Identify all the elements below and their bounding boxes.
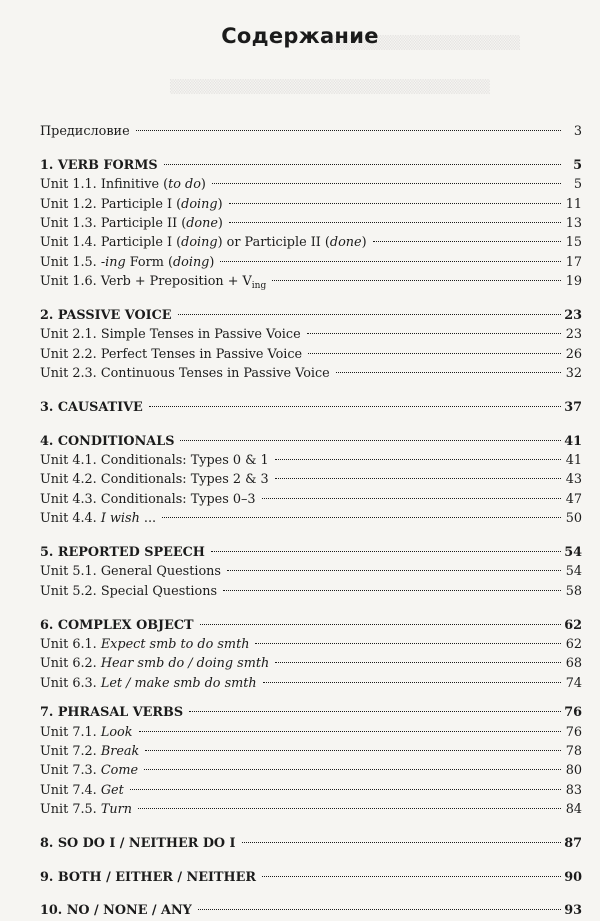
dot-leader xyxy=(307,333,561,334)
dot-leader xyxy=(149,406,561,407)
dot-leader xyxy=(229,222,561,223)
toc-entry-label: Unit 5.1. General Questions xyxy=(40,564,221,580)
toc-page-number: 62 xyxy=(564,617,582,633)
dot-leader xyxy=(138,808,561,809)
toc-page-number: 58 xyxy=(565,583,582,599)
toc-entry-label: Unit 4.2. Conditionals: Types 2 & 3 xyxy=(40,472,269,488)
toc-entry-unit-6-1[interactable] xyxy=(40,635,582,654)
toc-entry-preface[interactable] xyxy=(40,122,582,141)
dot-leader xyxy=(272,280,561,281)
toc-entry-unit-5-1[interactable] xyxy=(40,562,582,581)
toc-section-causative[interactable] xyxy=(40,398,582,417)
toc-section-label: 10. NO / NONE / ANY xyxy=(40,903,192,919)
dot-leader xyxy=(373,241,561,242)
toc-page-number: 19 xyxy=(565,274,582,290)
toc-section-label: 3. CAUSATIVE xyxy=(40,399,143,415)
dot-leader xyxy=(139,731,562,732)
toc-entry-label: Unit 2.1. Simple Tenses in Passive Voice xyxy=(40,327,301,343)
toc-entry-label: Unit 4.1. Conditionals: Types 0 & 1 xyxy=(40,453,269,469)
toc-entry-label: Unit 6.1. Expect smb to do smth xyxy=(40,636,250,652)
toc-entry-unit-4-2[interactable] xyxy=(40,470,582,489)
toc-section-passive-voice[interactable] xyxy=(40,306,582,325)
dot-leader xyxy=(223,590,561,591)
toc-entry-label: Unit 1.4. Participle I (doing) or Participle II (done) xyxy=(40,235,367,251)
toc-page-number: 5 xyxy=(573,157,582,173)
toc-page-number: 23 xyxy=(564,307,582,323)
dot-leader xyxy=(255,643,561,644)
toc-section-label: 5. REPORTED SPEECH xyxy=(40,544,205,560)
toc-entry-label: Unit 7.1. Look xyxy=(40,724,133,740)
toc-section-no-none-any[interactable] xyxy=(40,901,582,920)
dot-leader xyxy=(180,440,561,441)
toc-entry-unit-2-1[interactable] xyxy=(40,325,582,344)
toc-page-number: 47 xyxy=(565,491,582,507)
toc-section-so-do-i[interactable] xyxy=(40,834,582,853)
toc-page-number: 90 xyxy=(564,869,582,885)
toc-entry-unit-1-2[interactable] xyxy=(40,195,582,214)
toc-entry-label: Unit 1.6. Verb + Preposition + $V_{ing}$ xyxy=(40,274,267,292)
toc-page-number: 3 xyxy=(573,124,582,139)
dot-leader xyxy=(144,769,561,770)
toc-section-label: 2. PASSIVE VOICE xyxy=(40,307,172,323)
dot-leader xyxy=(189,711,561,712)
toc-page-number: 76 xyxy=(564,705,582,721)
toc-page-number: 41 xyxy=(564,433,582,449)
dot-leader xyxy=(275,459,561,460)
dot-leader xyxy=(145,750,561,751)
dot-leader xyxy=(227,570,561,571)
toc-page-number: 54 xyxy=(565,564,582,580)
toc-page-number: 5 xyxy=(573,177,582,193)
toc-entry-unit-6-2[interactable] xyxy=(40,654,582,673)
toc-entry-unit-7-2[interactable] xyxy=(40,742,582,761)
toc-entry-label: Unit 2.2. Perfect Tenses in Passive Voice xyxy=(40,346,303,362)
toc-entry-unit-1-1[interactable] xyxy=(40,175,582,194)
toc-page-number: 87 xyxy=(564,835,582,851)
dot-leader xyxy=(308,353,561,354)
toc-entry-label: Unit 6.2. Hear smb do / doing smth xyxy=(40,656,270,672)
toc-page-number: 26 xyxy=(565,346,582,362)
toc-page-number: 80 xyxy=(565,763,582,779)
toc-entry-unit-4-4[interactable] xyxy=(40,509,582,528)
dot-leader xyxy=(262,876,561,877)
toc-section-label: 9. BOTH / EITHER / NEITHER xyxy=(40,869,256,885)
toc-entry-unit-1-6[interactable] xyxy=(40,272,582,291)
toc-page-number: 76 xyxy=(565,724,582,740)
dot-leader xyxy=(200,624,561,625)
toc-entry-label: Unit 7.4. Get xyxy=(40,782,124,798)
toc-section-label: 1. VERB FORMS xyxy=(40,157,158,173)
toc-page-number: 93 xyxy=(564,903,582,919)
toc-entry-label: Unit 1.3. Participle II (done) xyxy=(40,215,223,231)
toc-entry-label: Unit 4.4. I wish ... xyxy=(40,511,157,527)
toc-page-number: 41 xyxy=(565,453,582,469)
toc-entry-unit-4-3[interactable] xyxy=(40,490,582,509)
toc-page-number: 62 xyxy=(565,636,582,652)
toc-entry-label: Unit 2.3. Continuous Tenses in Passive Voice xyxy=(40,366,330,382)
toc-entry-label: Unit 7.5. Turn xyxy=(40,802,132,818)
toc-section-complex-object[interactable] xyxy=(40,616,582,635)
toc-entry-label: Unit 4.3. Conditionals: Types 0–3 xyxy=(40,491,256,507)
toc-entry-label: Unit 7.3. Come xyxy=(40,763,139,779)
toc-page-number: 74 xyxy=(565,675,582,691)
bleed-through-text: ▒▒▒▒▒▒▒▒▒▒▒▒▒▒▒▒▒▒▒ xyxy=(330,36,520,51)
toc-section-label: 6. COMPLEX OBJECT xyxy=(40,617,194,633)
dot-leader xyxy=(211,551,561,552)
dot-leader xyxy=(136,130,561,131)
toc-section-conditionals[interactable] xyxy=(40,432,582,451)
toc-section-label: 8. SO DO I / NEITHER DO I xyxy=(40,835,236,851)
toc-entry-unit-7-3[interactable] xyxy=(40,761,582,780)
toc-page-number: 13 xyxy=(565,215,582,231)
toc-page-number: 43 xyxy=(565,472,582,488)
dot-leader xyxy=(229,203,561,204)
toc-section-label: 7. PHRASAL VERBS xyxy=(40,705,184,721)
toc-entry-unit-5-2[interactable] xyxy=(40,582,582,601)
dot-leader xyxy=(162,517,561,518)
toc-page-number: 83 xyxy=(565,782,582,798)
toc-entry-label: Unit 5.2. Special Questions xyxy=(40,583,218,599)
toc-page-number: 68 xyxy=(565,656,582,672)
dot-leader xyxy=(130,789,561,790)
dot-leader xyxy=(242,842,561,843)
toc-section-reported-speech[interactable] xyxy=(40,543,582,562)
toc-section-both-either-neither[interactable] xyxy=(40,868,582,887)
toc-entry-unit-7-5[interactable] xyxy=(40,800,582,819)
toc-entry-unit-7-1[interactable] xyxy=(40,723,582,742)
dot-leader xyxy=(263,682,561,683)
toc-entry-unit-6-3[interactable] xyxy=(40,674,582,693)
toc-entry-unit-4-1[interactable] xyxy=(40,451,582,470)
toc-entry-label: Предисловие xyxy=(40,124,130,139)
dot-leader xyxy=(164,164,561,165)
toc-section-label: 4. CONDITIONALS xyxy=(40,433,175,449)
toc-page-number: 50 xyxy=(565,511,582,527)
dot-leader xyxy=(336,372,561,373)
toc-page-number: 32 xyxy=(565,366,582,382)
toc-page-number: 17 xyxy=(565,254,582,270)
toc-page-number: 23 xyxy=(565,327,582,343)
toc-entry-label: Unit 1.2. Participle I (doing) xyxy=(40,196,223,212)
toc-entry-unit-7-4[interactable] xyxy=(40,781,582,800)
dot-leader xyxy=(212,183,561,184)
dot-leader xyxy=(178,314,561,315)
toc-section-phrasal-verbs[interactable] xyxy=(40,703,582,722)
table-of-contents xyxy=(40,122,582,921)
toc-page-number: 15 xyxy=(565,235,582,251)
toc-section-verb-forms[interactable] xyxy=(40,156,582,175)
dot-leader xyxy=(220,261,561,262)
toc-entry-unit-1-4[interactable] xyxy=(40,233,582,252)
toc-entry-unit-2-3[interactable] xyxy=(40,364,582,383)
toc-entry-label: Unit 1.5. -ing Form (doing) xyxy=(40,254,215,270)
page-title: Содержание xyxy=(221,24,379,48)
toc-page-number: 11 xyxy=(565,196,582,212)
toc-entry-unit-1-3[interactable] xyxy=(40,214,582,233)
dot-leader xyxy=(262,498,561,499)
toc-entry-unit-1-5[interactable] xyxy=(40,253,582,272)
toc-entry-label: Unit 7.2. Break xyxy=(40,743,140,759)
dot-leader xyxy=(275,662,561,663)
toc-entry-label: Unit 6.3. Let / make smb do smth xyxy=(40,675,257,691)
toc-entry-unit-2-2[interactable] xyxy=(40,345,582,364)
toc-page-number: 37 xyxy=(564,399,582,415)
bleed-through-text: ▒▒▒▒▒▒▒▒▒▒▒▒▒▒▒▒▒▒▒▒▒▒▒▒▒▒▒▒▒▒▒▒ xyxy=(170,80,490,95)
toc-page-number: 78 xyxy=(565,743,582,759)
toc-page-number: 54 xyxy=(564,544,582,560)
toc-entry-label: Unit 1.1. Infinitive (to do) xyxy=(40,177,206,193)
toc-page-number: 84 xyxy=(565,802,582,818)
dot-leader xyxy=(198,909,561,910)
dot-leader xyxy=(275,478,561,479)
